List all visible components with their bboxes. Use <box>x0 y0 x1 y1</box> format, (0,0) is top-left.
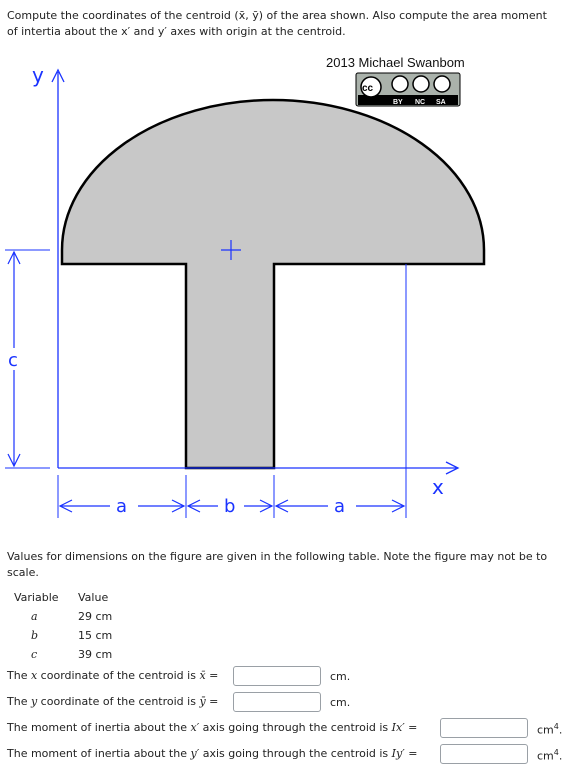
dim-a-right-label: a <box>334 496 346 517</box>
cc-license-badge <box>356 73 460 106</box>
license-label-nc: NC <box>415 99 426 106</box>
value-b: 15 <box>78 629 92 642</box>
y-centroid-unit: cm. <box>330 696 351 709</box>
variable-b: b <box>31 629 39 642</box>
variables-table <box>14 588 118 664</box>
centroid-figure <box>0 50 572 520</box>
table-row <box>14 645 118 664</box>
value-a: 29 <box>78 610 92 623</box>
x-centroid-unit: cm. <box>330 670 351 683</box>
dim-b-label: b <box>224 496 236 517</box>
area-shape <box>62 100 484 468</box>
credit-text: 2013 Michael Swanbom <box>326 55 465 70</box>
table-row <box>14 607 118 626</box>
prompt-line-2: of intertia about the x′ and y′ axes with origin at the centroid. <box>7 25 346 38</box>
unit-c: cm <box>95 648 113 661</box>
question-iy-prime: The moment of inertia about the y′ axis going through the centroid is Iy′ = <box>7 747 418 760</box>
table-header-variable: Variable <box>14 591 59 604</box>
question-ix-prime: The moment of inertia about the x′ axis going through the centroid is Ix′ = <box>7 721 418 734</box>
nc-icon <box>413 76 429 92</box>
figure-note: Values for dimensions on the figure are given in the following table. Note the figure may not be to scale. <box>7 550 548 579</box>
table-row <box>14 626 118 645</box>
dim-c-label: c <box>8 350 18 371</box>
unit-a: cm <box>95 610 113 623</box>
question-y-centroid: The y coordinate of the centroid is ȳ = <box>7 695 219 708</box>
x-axis-label: x <box>432 475 444 499</box>
y-centroid-input[interactable] <box>233 692 321 712</box>
x-centroid-input[interactable] <box>233 666 321 686</box>
table-header-value: Value <box>78 591 109 604</box>
svg-text:cc: cc <box>362 83 374 94</box>
variable-c: c <box>31 648 38 661</box>
problem-prompt <box>7 8 567 40</box>
iy-prime-unit: $cm^4$. <box>537 748 563 763</box>
ix-prime-unit: $cm^4$. <box>537 722 563 737</box>
sa-icon <box>434 76 450 92</box>
license-label-sa: SA <box>436 99 446 106</box>
ix-prime-input[interactable] <box>440 718 528 738</box>
y-axis-label: y <box>32 63 44 87</box>
y-axis <box>52 70 64 468</box>
license-label-by: BY <box>393 99 403 106</box>
dim-a-left-label: a <box>116 496 128 517</box>
variable-a: a <box>31 610 38 623</box>
question-x-centroid: The x coordinate of the centroid is x̄ = <box>7 669 219 682</box>
unit-b: cm <box>95 629 113 642</box>
by-icon <box>392 76 408 92</box>
value-c: 39 <box>78 648 92 661</box>
iy-prime-input[interactable] <box>440 744 528 764</box>
prompt-line-1: Compute the coordinates of the centroid (x̄, ȳ) of the area shown. Also compute the area moment <box>7 9 547 22</box>
